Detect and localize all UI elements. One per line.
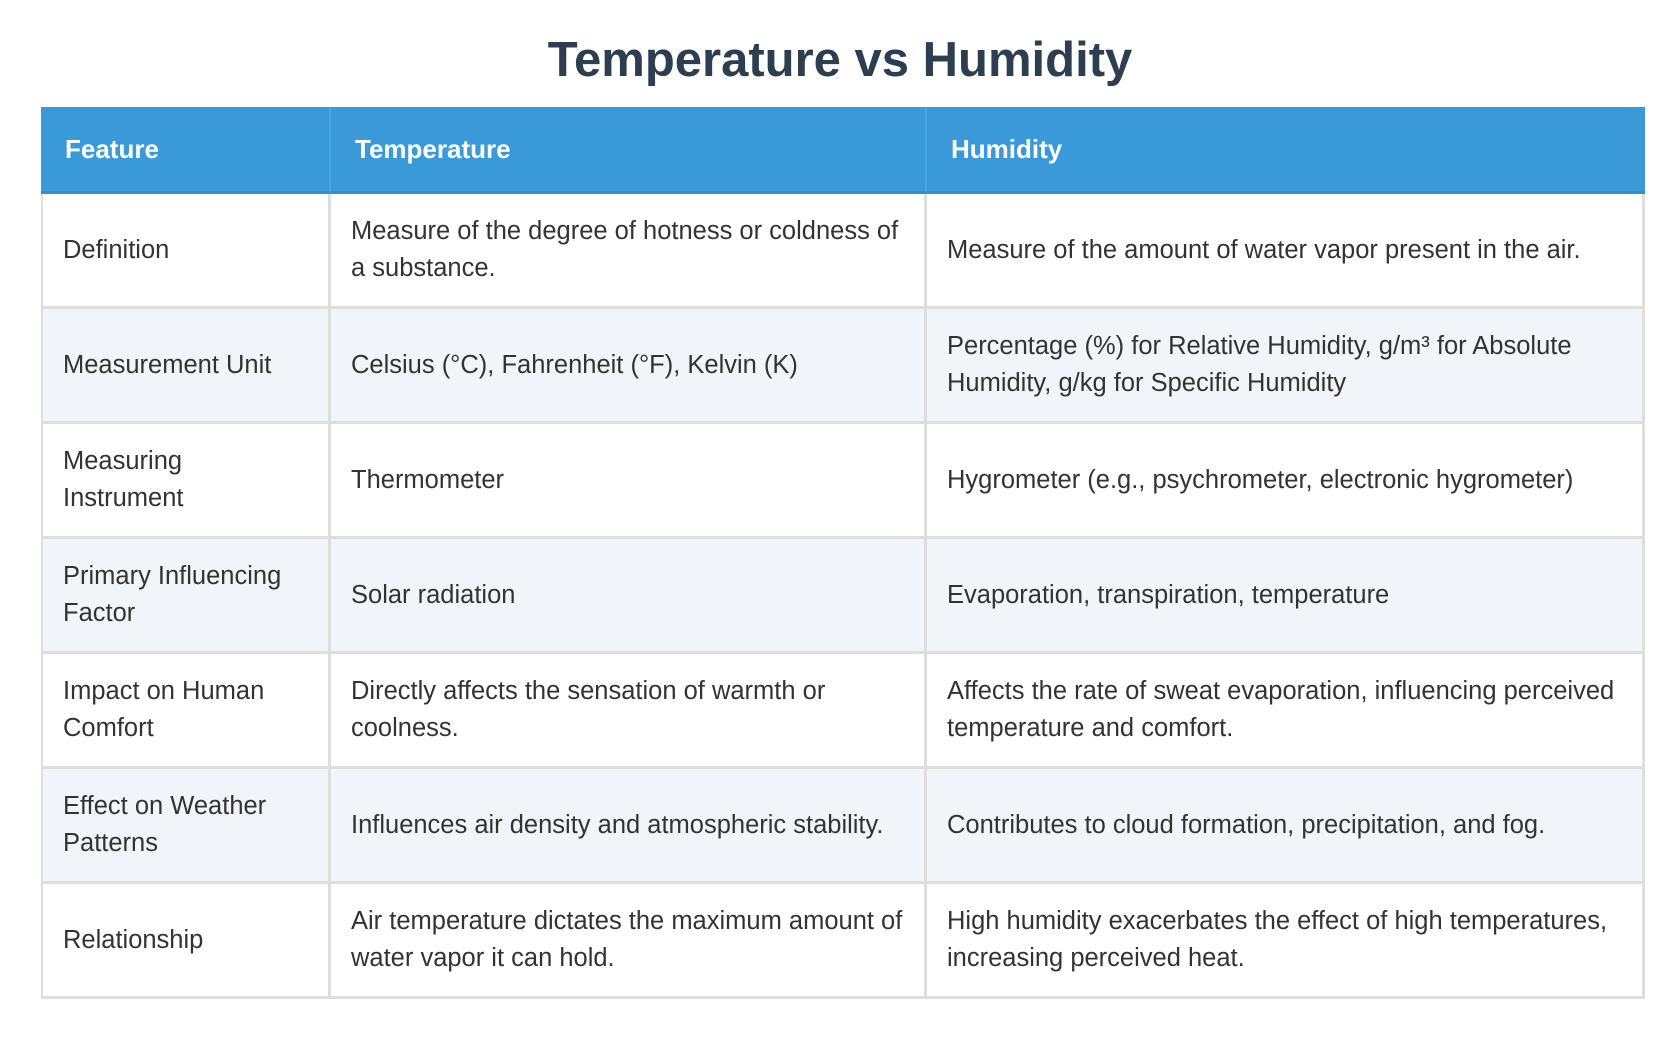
temperature-cell: Air temperature dictates the maximum amount of water vapor it can hold. xyxy=(331,884,927,999)
humidity-cell: Hygrometer (e.g., psychrometer, electronic hygrometer) xyxy=(927,424,1645,539)
humidity-cell: Evaporation, transpiration, temperature xyxy=(927,539,1645,654)
temperature-cell: Directly affects the sensation of warmth or coolness. xyxy=(331,654,927,769)
table-row xyxy=(41,769,1645,884)
feature-cell: Measurement Unit xyxy=(41,309,331,424)
feature-cell: Effect on Weather Patterns xyxy=(41,769,331,884)
table-row xyxy=(41,884,1645,999)
column-header-feature: Feature xyxy=(41,107,331,194)
table-row xyxy=(41,539,1645,654)
temperature-cell: Celsius (°C), Fahrenheit (°F), Kelvin (K) xyxy=(331,309,927,424)
humidity-cell: Measure of the amount of water vapor present in the air. xyxy=(927,194,1645,309)
comparison-table xyxy=(41,107,1645,999)
humidity-cell: Contributes to cloud formation, precipitation, and fog. xyxy=(927,769,1645,884)
table-header-row xyxy=(41,107,1645,194)
feature-cell: Measuring Instrument xyxy=(41,424,331,539)
table-row xyxy=(41,194,1645,309)
column-header-temperature: Temperature xyxy=(331,107,927,194)
table-row xyxy=(41,654,1645,769)
temperature-cell: Measure of the degree of hotness or coldness of a substance. xyxy=(331,194,927,309)
humidity-cell: High humidity exacerbates the effect of high temperatures, increasing perceived heat. xyxy=(927,884,1645,999)
temperature-cell: Thermometer xyxy=(331,424,927,539)
temperature-cell: Solar radiation xyxy=(331,539,927,654)
feature-cell: Impact on Human Comfort xyxy=(41,654,331,769)
temperature-cell: Influences air density and atmospheric stability. xyxy=(331,769,927,884)
humidity-cell: Affects the rate of sweat evaporation, influencing perceived temperature and comfort. xyxy=(927,654,1645,769)
humidity-cell: Percentage (%) for Relative Humidity, g/m³ for Absolute Humidity, g/kg for Specific Humidity xyxy=(927,309,1645,424)
feature-cell: Definition xyxy=(41,194,331,309)
feature-cell: Relationship xyxy=(41,884,331,999)
page-title: Temperature vs Humidity xyxy=(547,33,1133,87)
feature-cell: Primary Influencing Factor xyxy=(41,539,331,654)
table-row xyxy=(41,424,1645,539)
table-row xyxy=(41,309,1645,424)
column-header-humidity: Humidity xyxy=(927,107,1645,194)
